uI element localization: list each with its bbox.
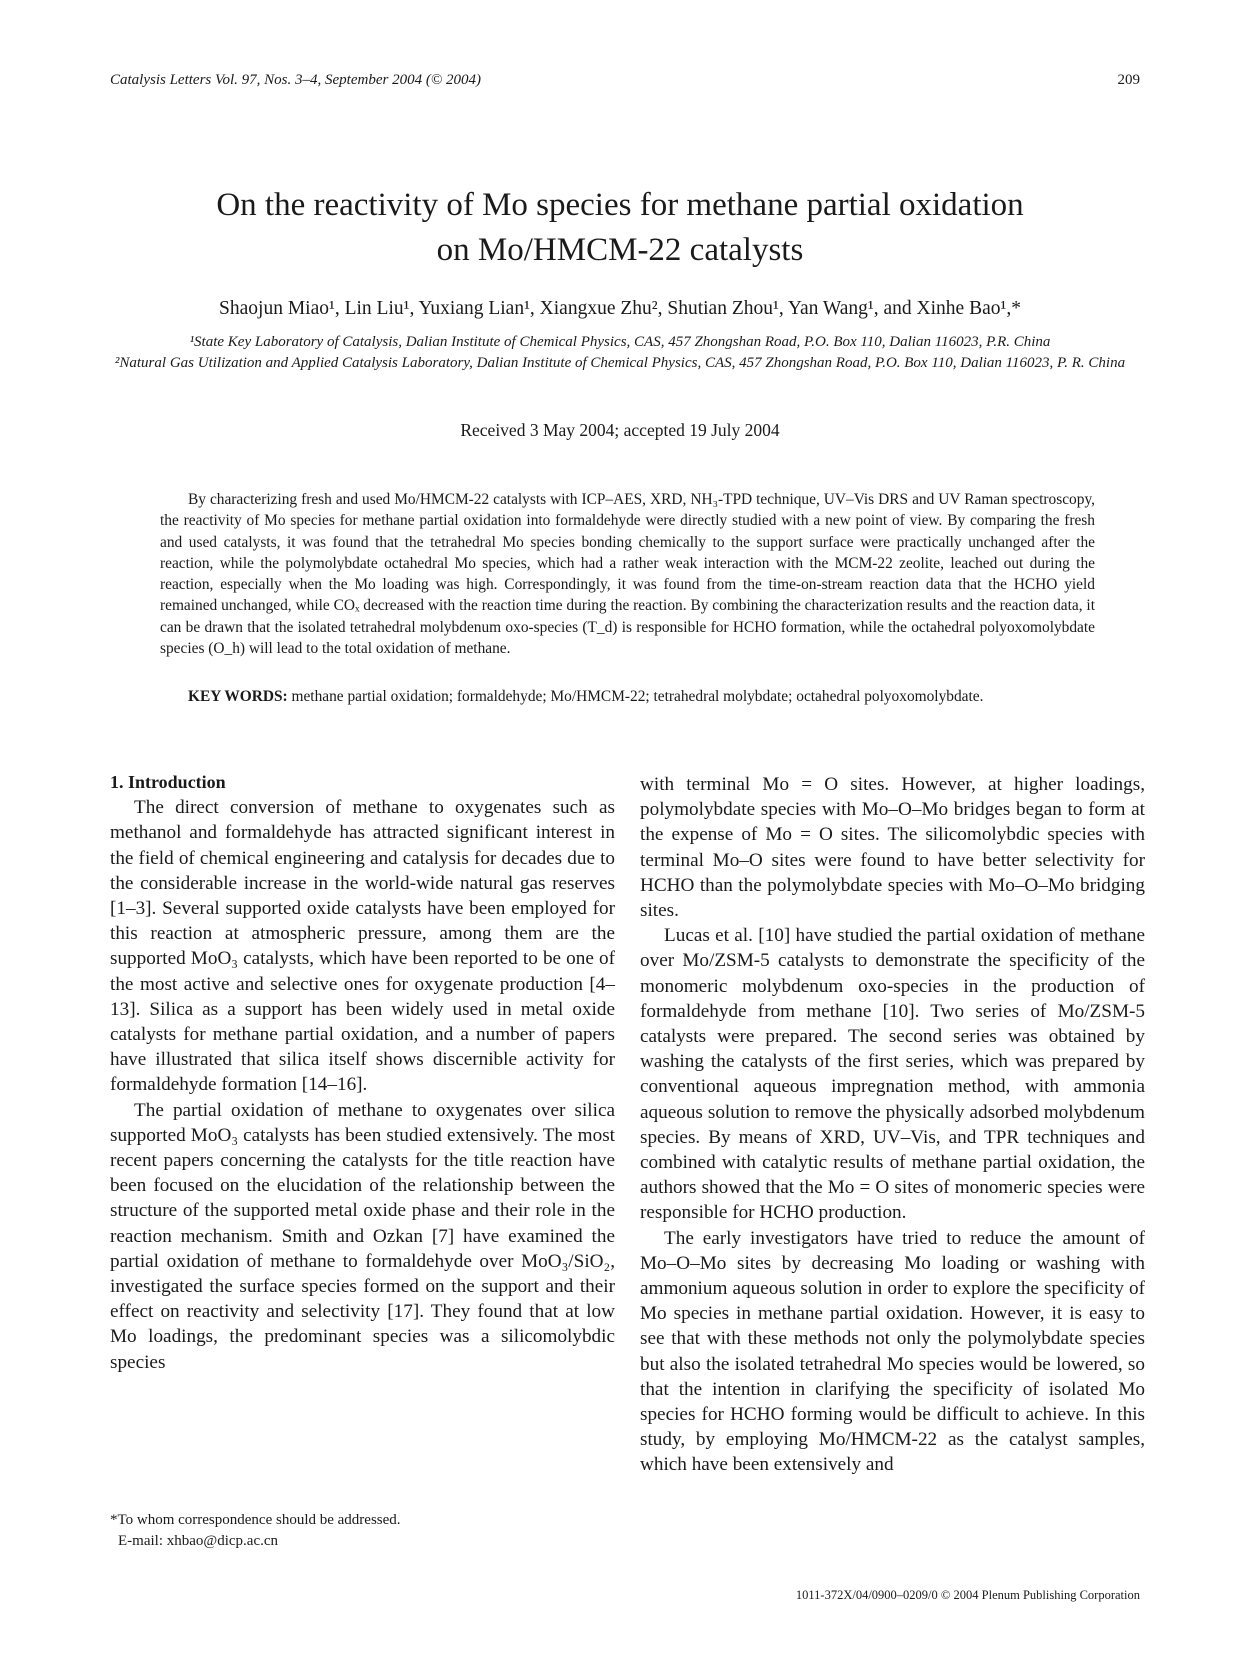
abstract: By characterizing fresh and used Mo/HMCM-22 catalysts with ICP–AES, XRD, NH₃-TPD technique, UV–Vis DRS and UV Raman spectroscopy, the reactivity of Mo species for methane partial oxidation into formaldehyde were directly studied with a new point of view. By comparing the fresh and used catalysts, it was found that the tetrahedral Mo species bonding chemically to the support surface were practically unchanged after the reaction, while the polymolybdate octahedral Mo species, which had a rather weak interaction with the MCM-22 zeolite, leached out during the reaction, especially when the Mo loading was high. Correspondingly, it was found from the time-on-stream reaction data that the HCHO yield remained unchanged, while COₓ decreased with the reaction time during the reaction. By combining the characterization results and the reaction data, it can be drawn that the isolated tetrahedral molybdenum oxo-species (T_d) is responsible for HCHO formation, while the octahedral polyoxomolybdate species (O_h) will lead to the total oxidation of methane.	[160, 491, 1095, 658]
affiliation-2: ²Natural Gas Utilization and Applied Catalysis Laboratory, Dalian Institute of Chemical Physics, CAS, 457 Zhongshan Road, P.O. Box 110, Dalian 116023, P. R. China	[114, 355, 1126, 371]
right-column	[640, 772, 1145, 1478]
title-line-2: on Mo/HMCM-22 catalysts	[436, 232, 804, 268]
running-head: Catalysis Letters Vol. 97, Nos. 3–4, September 2004 (© 2004)	[110, 72, 481, 88]
paragraph: The direct conversion of methane to oxygenates such as methanol and formaldehyde has attracted significant interest in the field of chemical engineering and catalysis for decades due to the considerable increase in the world-wide natural gas reserves [1–3]. Several supported oxide catalysts have been employed for this reaction at atmospheric pressure, among them are the supported MoO₃ catalysts, which have been reported to be one of the most active and selective ones for oxygenate production [4–13]. Silica as a support has been widely used in metal oxide catalysts for methane partial oxidation, and a number of papers have illustrated that silica itself shows discernible activity for formaldehyde formation [14–16].	[110, 797, 615, 1096]
keywords-text: methane partial oxidation; formaldehyde; Mo/HMCM-22; tetrahedral molybdate; octahedral polyoxomolybdate.	[287, 688, 984, 705]
received-dates: Received 3 May 2004; accepted 19 July 2004	[460, 420, 780, 440]
title-line-1: On the reactivity of Mo species for methane partial oxidation	[216, 187, 1024, 223]
paragraph: Lucas et al. [10] have studied the partial oxidation of methane over Mo/ZSM-5 catalysts to demonstrate the specificity of the monomeric molybdenum oxo-species in the production of formaldehyde from methane [10]. Two series of Mo/ZSM-5 catalysts were prepared. The second series was obtained by washing the catalysts of the first series, which was prepared by conventional aqueous impregnation method, with ammonia aqueous solution to remove the physically adsorbed molybdenum species. By means of XRD, UV–Vis, and TPR techniques and combined with catalytic results of methane partial oxidation, the authors showed that the Mo = O sites of monomeric species were responsible for HCHO production.	[640, 925, 1145, 1224]
footnote	[110, 1510, 401, 1552]
affiliation-1: ¹State Key Laboratory of Catalysis, Dalian Institute of Chemical Physics, CAS, 457 Zhongshan Road, P.O. Box 110, Dalian 116023, P.R. China	[189, 334, 1051, 350]
section-heading: 1. Introduction	[110, 772, 226, 792]
paragraph: The early investigators have tried to reduce the amount of Mo–O–Mo sites by decreasing Mo loading or washing with ammonium aqueous solution in order to explore the specificity of Mo species in methane partial oxidation. However, it is easy to see that with these methods not only the polymolybdate species but also the isolated tetrahedral Mo species would be lowered, so that the intention in clarifying the specificity of isolated Mo species for HCHO forming would be difficult to achieve. In this study, by employing Mo/HMCM-22 as the catalyst samples, which have been extensively and	[640, 1227, 1145, 1476]
footnote-email: E-mail: xhbao@dicp.ac.cn	[118, 1533, 279, 1549]
keywords	[160, 686, 1095, 707]
keywords-label: KEY WORDS:	[188, 688, 288, 705]
paper-title	[100, 183, 1140, 273]
paragraph: The partial oxidation of methane to oxygenates over silica supported MoO₃ catalysts has been studied extensively. The most recent papers concerning the catalysts for the title reaction have been focused on the elucidation of the relationship between the structure of the supported metal oxide phase and their role in the reaction mechanism. Smith and Ozkan [7] have examined the partial oxidation of methane to formaldehyde over MoO₃/SiO₂, investigated the surface species formed on the support and their effect on reactivity and selectivity [17]. They found that at low Mo loadings, the predominant species was a silicomolybdic species	[110, 1099, 615, 1373]
left-column	[110, 770, 615, 1375]
footnote-correspondence: *To whom correspondence should be addressed.	[110, 1512, 401, 1528]
author-list: Shaojun Miao¹, Lin Liu¹, Yuxiang Lian¹, Xiangxue Zhu², Shutian Zhou¹, Yan Wang¹, and Xinhe Bao¹,*	[219, 298, 1021, 319]
paragraph: with terminal Mo = O sites. However, at higher loadings, polymolybdate species with Mo–O–Mo bridges began to form at the expense of Mo = O sites. The silicomolybdic species with terminal Mo–O sites were found to have better selectivity for HCHO than the polymolybdate species with Mo–O–Mo bridging sites.	[640, 774, 1145, 922]
publisher-code: 1011-372X/04/0900–0209/0 © 2004 Plenum Publishing Corporation	[795, 1588, 1140, 1602]
page-number: 209	[1117, 72, 1140, 88]
